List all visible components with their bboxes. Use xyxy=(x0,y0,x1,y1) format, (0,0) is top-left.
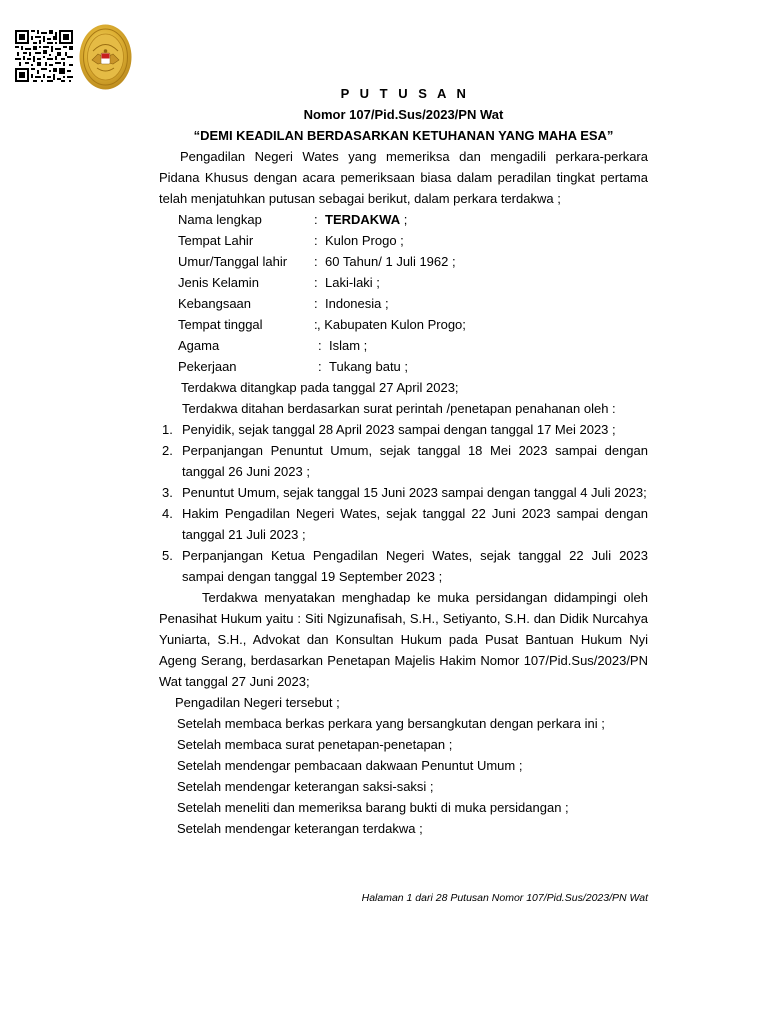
identity-row-agama xyxy=(159,335,648,356)
identity-value: Indonesia ; xyxy=(325,296,389,311)
identity-value: Laki-laki ; xyxy=(325,275,380,290)
page-footer: Halaman 1 dari 28 Putusan Nomor 107/Pid.Sus/2023/PN Wat xyxy=(361,892,648,904)
list-text: Hakim Pengadilan Negeri Wates, sejak tanggal 22 Juni 2023 sampai dengan tanggal 21 Juli 2023 ; xyxy=(182,506,648,542)
list-number: 2. xyxy=(162,443,173,458)
identity-value: Islam ; xyxy=(329,338,368,353)
qr-code-icon xyxy=(15,30,73,82)
list-number: 3. xyxy=(162,485,173,500)
identity-colon: : xyxy=(318,359,322,374)
intro-paragraph: Pengadilan Negeri Wates yang memeriksa dan mengadili perkara-perkara Pidana Khusus dengan acara pemeriksaan biasa dalam peradilan tingkat pertama telah menjatuhkan putusan sebagai berikut, dalam perkara terdakwa ; xyxy=(159,149,648,206)
identity-label: Pekerjaan xyxy=(178,359,237,374)
identity-row-kebangsaan xyxy=(159,293,648,314)
identity-value: 60 Tahun/ 1 Juli 1962 ; xyxy=(325,254,456,269)
list-text: Perpanjangan Penuntut Umum, sejak tanggal 18 Mei 2023 sampai dengan tanggal 26 Juni 2023 ; xyxy=(182,443,648,479)
document-title: P U T U S A N xyxy=(340,86,470,101)
identity-label: Umur/Tanggal lahir xyxy=(178,254,288,269)
identity-colon: : xyxy=(314,254,318,269)
list-text: Penuntut Umum, sejak tanggal 15 Juni 2023 sampai dengan tanggal 4 Juli 2023; xyxy=(182,485,647,500)
identity-label: Nama lengkap xyxy=(178,212,262,227)
consideration-item: Setelah mendengar pembacaan dakwaan Penuntut Umum ; xyxy=(177,758,523,773)
list-number: 4. xyxy=(162,506,173,521)
identity-label: Tempat Lahir xyxy=(178,233,254,248)
identity-value: , Kabupaten Kulon Progo; xyxy=(317,317,466,332)
identity-row-umur xyxy=(159,251,648,272)
identity-colon: : xyxy=(314,233,318,248)
identity-label: Jenis Kelamin xyxy=(178,275,259,290)
identity-value: Tukang batu ; xyxy=(329,359,409,374)
identity-label: Tempat tinggal xyxy=(178,317,263,332)
list-text: Penyidik, sejak tanggal 28 April 2023 sampai dengan tanggal 17 Mei 2023 ; xyxy=(182,422,616,437)
consideration-item: Setelah membaca berkas perkara yang bersangkutan dengan perkara ini ; xyxy=(177,716,605,731)
list-item xyxy=(159,440,648,482)
detention-list xyxy=(159,419,648,587)
consideration-item: Setelah meneliti dan memeriksa barang bukti di muka persidangan ; xyxy=(177,800,569,815)
arrest-statement: Terdakwa ditangkap pada tanggal 27 April 2023; xyxy=(181,380,459,395)
identity-row-tempat-lahir xyxy=(159,230,648,251)
list-item xyxy=(159,419,648,440)
identity-colon: : xyxy=(318,338,322,353)
list-text: Perpanjangan Ketua Pengadilan Negeri Wates, sejak tanggal 22 Juli 2023 sampai dengan tanggal 19 September 2023 ; xyxy=(182,548,648,584)
identity-colon: : xyxy=(314,317,318,332)
identity-row-pekerjaan xyxy=(159,356,648,377)
list-item xyxy=(159,482,648,503)
detention-statement: Terdakwa ditahan berdasarkan surat perintah /penetapan penahanan oleh : xyxy=(182,401,616,416)
defendant-name: TERDAKWA xyxy=(325,212,401,227)
identity-row-jenis-kelamin xyxy=(159,272,648,293)
identity-label: Agama xyxy=(178,338,220,353)
court-statement: Pengadilan Negeri tersebut ; xyxy=(175,695,340,710)
consideration-item: Setelah membaca surat penetapan-penetapan ; xyxy=(177,737,453,752)
list-item xyxy=(159,503,648,545)
consideration-item: Setelah mendengar keterangan terdakwa ; xyxy=(177,821,423,836)
list-number: 1. xyxy=(162,422,173,437)
identity-colon: : xyxy=(314,275,318,290)
mahkamah-agung-seal-icon xyxy=(79,24,132,90)
identity-value-suffix: ; xyxy=(400,212,408,227)
list-item xyxy=(159,545,648,587)
consideration-item: Setelah mendengar keterangan saksi-saksi ; xyxy=(177,779,434,794)
defendant-identity xyxy=(159,209,648,377)
identity-colon: : xyxy=(314,296,318,311)
counsel-paragraph: Terdakwa menyatakan menghadap ke muka persidangan didampingi oleh Penasihat Hukum yaitu : Siti Ngizunafisah, S.H., Setiyanto, S.H. dan Didik Nurcahya Yuniarta, S.H., Advokat dan Konsultan Hukum pada Pusat Bantuan Hukum Nyi Ageng Serang, berdasarkan Penetapan Majelis Hakim Nomor 107/Pid.Sus/2023/PN Wat tanggal 27 Juni 2023; xyxy=(159,590,648,689)
identity-row-nama xyxy=(159,209,648,230)
identity-value: Kulon Progo ; xyxy=(325,233,404,248)
identity-label: Kebangsaan xyxy=(178,296,252,311)
identity-value xyxy=(325,209,648,230)
justice-header: “DEMI KEADILAN BERDASARKAN KETUHANAN YANG MAHA ESA” xyxy=(193,128,614,143)
case-number: Nomor 107/Pid.Sus/2023/PN Wat xyxy=(303,107,504,122)
document-body xyxy=(159,83,648,839)
identity-row-tempat-tinggal xyxy=(159,314,648,335)
list-number: 5. xyxy=(162,548,173,563)
considerations-list xyxy=(159,713,648,839)
identity-colon: : xyxy=(314,212,318,227)
